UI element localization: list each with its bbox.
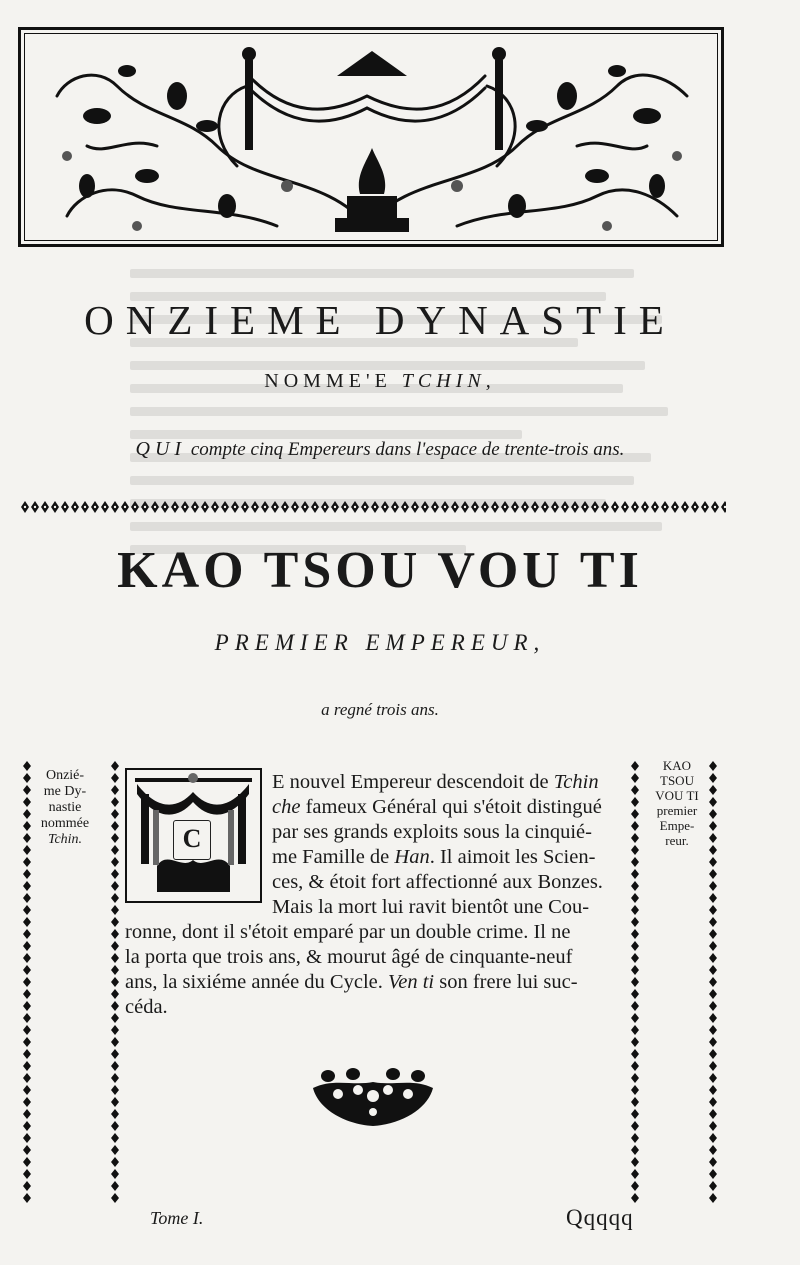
body-line: céda. bbox=[125, 996, 168, 1018]
body-text-span: me Famille de bbox=[272, 846, 395, 868]
inner-left-ornamental-border bbox=[110, 760, 120, 1205]
body-text-span: Tchin bbox=[553, 771, 599, 793]
body-text-span: fameux Général qui s'étoit distingué bbox=[300, 796, 602, 818]
ornamental-rule bbox=[20, 500, 726, 514]
initial-letter: C bbox=[173, 820, 211, 860]
body-line bbox=[272, 795, 602, 820]
engraved-headpiece bbox=[18, 27, 724, 247]
body-text-span: ans, la sixiéme année du Cycle. bbox=[125, 971, 388, 993]
body-line: ronne, dont il s'étoit emparé par un double crime. Il ne bbox=[125, 921, 571, 943]
body-line: ces, & étoit fort affectionné aux Bonzes. bbox=[272, 871, 603, 893]
dynasty-subtitle-name: TCHIN, bbox=[401, 370, 496, 392]
body-line bbox=[125, 970, 578, 995]
left-ornamental-border bbox=[22, 760, 32, 1205]
right-margin-note bbox=[646, 758, 708, 848]
left-margin-note bbox=[34, 768, 96, 848]
body-text-span: Han bbox=[394, 846, 430, 868]
margin-note-line: me Dy- bbox=[43, 784, 87, 799]
margin-note-line: premier bbox=[656, 803, 698, 818]
body-line: Mais la mort lui ravit bientôt une Cou- bbox=[272, 896, 590, 918]
body-text-span: Ven ti bbox=[388, 971, 435, 993]
right-ornamental-border bbox=[708, 760, 718, 1205]
body-text-span: son frere lui suc- bbox=[434, 971, 578, 993]
floral-tailpiece bbox=[308, 1068, 438, 1130]
margin-note-line: nastie bbox=[48, 800, 82, 815]
emperor-name: KAO TSOU VOU TI bbox=[117, 542, 643, 599]
margin-note-line: nommée bbox=[40, 816, 90, 831]
reign-duration: a regné trois ans. bbox=[321, 700, 439, 719]
dynasty-subtitle bbox=[0, 370, 760, 393]
body-line: la porta que trois ans, & mourut âgé de cinquante-neuf bbox=[125, 946, 573, 968]
margin-note-line: TSOU bbox=[660, 773, 694, 788]
dynasty-description-text: compte cinq Empereurs dans l'espace de trente-trois ans. bbox=[190, 439, 625, 460]
margin-note-line: Tchin. bbox=[47, 832, 83, 847]
volume-label: Tome I. bbox=[150, 1208, 204, 1228]
dynasty-title: ONZIEME DYNASTIE bbox=[84, 297, 676, 343]
body-line: par ses grands exploits sous la cinquié- bbox=[272, 821, 592, 843]
margin-note-line: Onzié- bbox=[45, 768, 85, 783]
emperor-title: PREMIER EMPEREUR, bbox=[214, 630, 546, 655]
body-line bbox=[272, 845, 595, 870]
body-line bbox=[272, 770, 599, 795]
margin-note-line: reur. bbox=[665, 833, 689, 848]
margin-note-line: KAO bbox=[662, 758, 692, 773]
floral-garland-illustration bbox=[27, 36, 717, 240]
margin-note-line: VOU TI bbox=[655, 788, 699, 803]
inner-right-ornamental-border bbox=[630, 760, 640, 1205]
body-text-span: . Il aimoit les Scien- bbox=[429, 846, 596, 868]
margin-note-line: Empe- bbox=[659, 818, 695, 833]
dynasty-subtitle-prefix: NOMME'E bbox=[264, 370, 392, 392]
signature-mark: Qqqqq bbox=[566, 1205, 634, 1230]
dynasty-description-lead: QUI bbox=[135, 438, 187, 460]
decorated-initial bbox=[125, 768, 262, 903]
body-text-span: E nouvel Empereur descendoit de bbox=[272, 771, 554, 793]
body-text-span: che bbox=[272, 796, 301, 818]
show-through bbox=[130, 255, 690, 1195]
dynasty-description bbox=[0, 438, 760, 461]
